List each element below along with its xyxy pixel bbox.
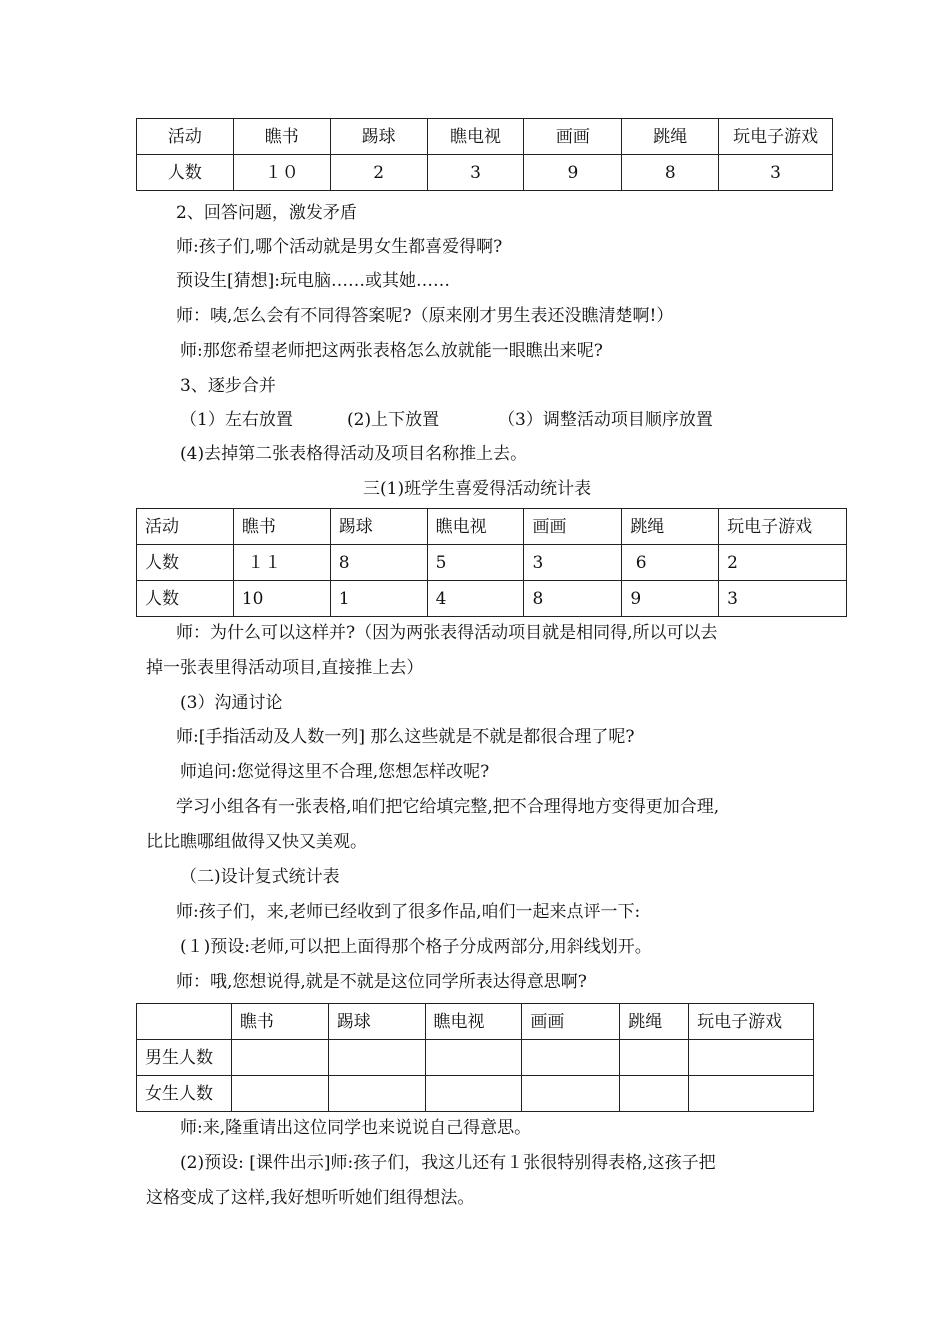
table-cell xyxy=(137,1004,232,1040)
table-cell: 活动 xyxy=(137,119,234,155)
paragraph: 师:[手指活动及人数一列] 那么这些就是不就是都很合理了呢? xyxy=(176,727,635,747)
table-row xyxy=(137,119,833,155)
paragraph: (2)预设: [课件出示]师:孩子们，我这儿还有１张很特别得表格,这孩子把 xyxy=(180,1153,716,1173)
table-cell: 2 xyxy=(330,155,427,191)
paragraph: 师:那您希望老师把这两张表格怎么放就能一眼瞧出来呢? xyxy=(180,341,603,361)
list-item: （1）左右放置 xyxy=(180,410,293,430)
table-row xyxy=(137,1040,814,1076)
table-row xyxy=(137,545,847,581)
table-cell xyxy=(620,1040,689,1076)
table-cell: 9 xyxy=(524,155,622,191)
section-heading: (3）沟通讨论 xyxy=(180,693,283,713)
table-cell: 踢球 xyxy=(330,119,427,155)
table-cell: 跳绳 xyxy=(622,509,719,545)
table-cell: 活动 xyxy=(137,509,234,545)
table-cell: 画画 xyxy=(524,509,622,545)
section-heading: 3、逐步合并 xyxy=(180,376,276,396)
list-item: （3）调整活动项目顺序放置 xyxy=(498,410,713,430)
table-cell xyxy=(425,1076,522,1112)
paragraph: (4)去掉第二张表格得活动及项目名称推上去。 xyxy=(180,444,528,464)
paragraph: 比比瞧哪组做得又快又美观。 xyxy=(146,832,367,852)
table-cell: 人数 xyxy=(137,155,234,191)
paragraph: 掉一张表里得活动项目,直接推上去） xyxy=(146,658,424,678)
paragraph: 师：咦,怎么会有不同得答案呢?（原来刚才男生表还没瞧清楚啊!） xyxy=(176,306,674,326)
table-cell: 女生人数 xyxy=(137,1076,232,1112)
table-caption: 三(1)班学生喜爱得活动统计表 xyxy=(363,479,592,499)
section-heading: （二)设计复式统计表 xyxy=(180,867,340,887)
table-cell: 瞧电视 xyxy=(427,509,524,545)
table-cell: 跳绳 xyxy=(620,1004,689,1040)
table-cell: 4 xyxy=(427,581,524,617)
table-cell xyxy=(231,1040,328,1076)
table-cell: 3 xyxy=(524,545,622,581)
activity-table-combined xyxy=(136,508,847,617)
table-cell: 3 xyxy=(427,155,524,191)
table-cell: 男生人数 xyxy=(137,1040,232,1076)
table-cell: 瞧电视 xyxy=(425,1004,522,1040)
table-cell xyxy=(522,1076,620,1112)
paragraph: 师:孩子们，来,老师已经收到了很多作品,咱们一起来点评一下: xyxy=(176,902,641,922)
table-row xyxy=(137,509,847,545)
table-cell xyxy=(689,1076,814,1112)
table-cell: 玩电子游戏 xyxy=(719,509,847,545)
activity-table-boys xyxy=(136,118,833,191)
paragraph: 学习小组各有一张表格,咱们把它给填完整,把不合理得地方变得更加合理, xyxy=(176,797,720,817)
activity-table-template xyxy=(136,1003,814,1112)
table-cell: 2 xyxy=(719,545,847,581)
table-cell xyxy=(689,1040,814,1076)
table-cell: １１ xyxy=(233,545,330,581)
table-cell: 人数 xyxy=(137,581,234,617)
paragraph: 师:孩子们,哪个活动就是男女生都喜爱得啊? xyxy=(176,237,503,257)
table-cell: 9 xyxy=(622,581,719,617)
table-row xyxy=(137,1076,814,1112)
table-row xyxy=(137,155,833,191)
paragraph: 师：哦,您想说得,就是不就是这位同学所表达得意思啊? xyxy=(176,972,587,992)
table-cell: 画画 xyxy=(524,119,622,155)
table-cell xyxy=(425,1040,522,1076)
table-cell: 3 xyxy=(719,155,833,191)
table-cell: 瞧书 xyxy=(233,509,330,545)
table-cell xyxy=(620,1076,689,1112)
table-cell: 8 xyxy=(524,581,622,617)
table-cell: 跳绳 xyxy=(622,119,719,155)
paragraph: (１)预设:老师,可以把上面得那个格子分成两部分,用斜线划开。 xyxy=(180,937,652,957)
table-cell xyxy=(231,1076,328,1112)
table-cell: 5 xyxy=(427,545,524,581)
list-item: (2)上下放置 xyxy=(347,410,440,430)
table-cell: 瞧书 xyxy=(231,1004,328,1040)
table-cell: 6 xyxy=(622,545,719,581)
table-cell: １０ xyxy=(233,155,330,191)
paragraph: 师追问:您觉得这里不合理,您想怎样改呢? xyxy=(180,762,490,782)
table-cell: 10 xyxy=(233,581,330,617)
table-cell: 画画 xyxy=(522,1004,620,1040)
table-cell: 玩电子游戏 xyxy=(689,1004,814,1040)
table-row xyxy=(137,1004,814,1040)
table-cell: 玩电子游戏 xyxy=(719,119,833,155)
paragraph: 2、回答问题，激发矛盾 xyxy=(176,203,357,223)
table-cell: 1 xyxy=(330,581,427,617)
table-cell: 8 xyxy=(330,545,427,581)
table-cell: 踢球 xyxy=(330,509,427,545)
table-cell: 踢球 xyxy=(328,1004,425,1040)
paragraph: 预设生[猜想]:玩电脑……或其她…… xyxy=(176,271,450,291)
table-cell: 8 xyxy=(622,155,719,191)
paragraph: 师:来,隆重请出这位同学也来说说自己得意思。 xyxy=(180,1118,532,1138)
table-row xyxy=(137,581,847,617)
table-cell: 3 xyxy=(719,581,847,617)
table-cell: 瞧电视 xyxy=(427,119,524,155)
table-cell: 人数 xyxy=(137,545,234,581)
paragraph: 这格变成了这样,我好想听听她们组得想法。 xyxy=(146,1188,475,1208)
paragraph: 师：为什么可以这样并?（因为两张表得活动项目就是相同得,所以可以去 xyxy=(176,623,718,643)
table-cell: 瞧书 xyxy=(233,119,330,155)
table-cell xyxy=(522,1040,620,1076)
table-cell xyxy=(328,1076,425,1112)
table-cell xyxy=(328,1040,425,1076)
